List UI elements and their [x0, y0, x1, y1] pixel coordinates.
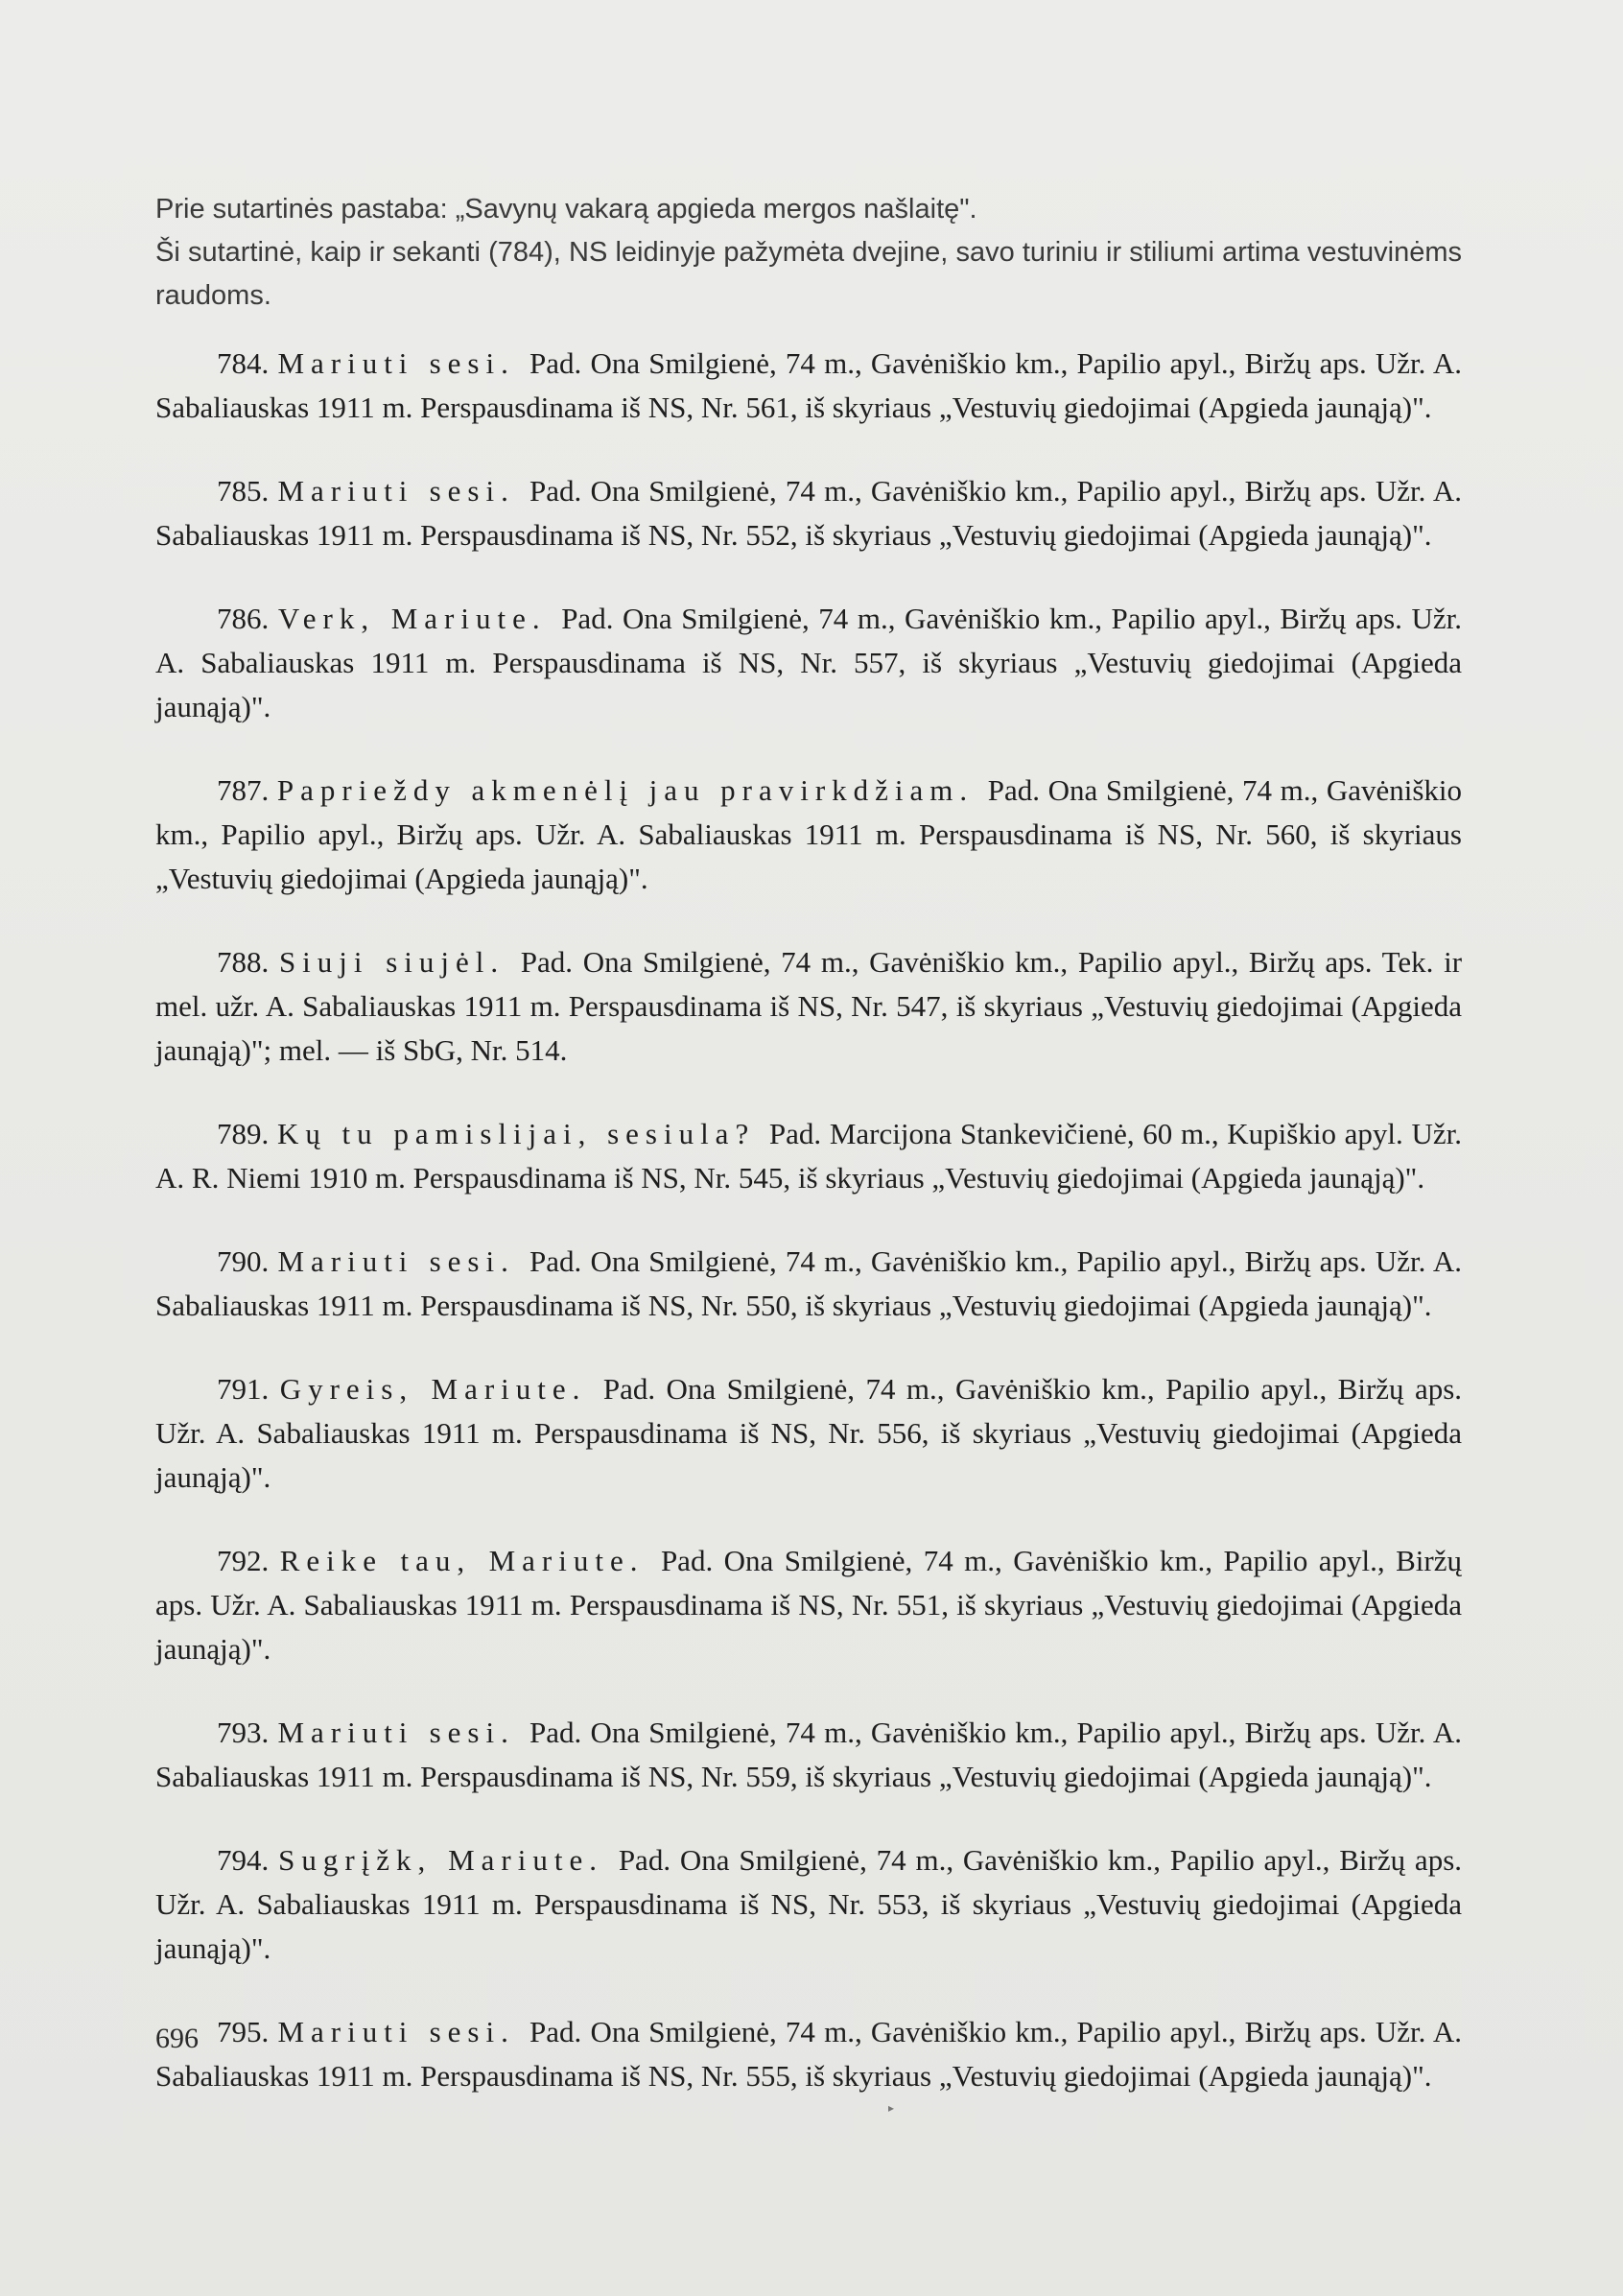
- entry-body: Pad. Ona Smilgienė, 74 m., Gavėniškio km., Papilio apyl., Biržų aps. Užr. A. Sabaliauskas 1911 m. Perspausdinama iš NS, Nr. 550, iš skyriaus „Vestuvių giedojimai (Apgieda jaunąją)".: [155, 1244, 1463, 1322]
- entry-791: [155, 1367, 1462, 1500]
- entry-title: Gyreis, Mariute.: [279, 1372, 587, 1406]
- page-text: [155, 188, 1462, 2138]
- entry-title: Mariuti sesi.: [277, 1244, 515, 1278]
- entry-number: 784.: [217, 346, 270, 380]
- entry-number: 795.: [217, 2015, 270, 2048]
- entry-number: 785.: [217, 474, 270, 508]
- entry-number: 794.: [217, 1843, 270, 1877]
- entry-794: [155, 1838, 1462, 1971]
- entry-795: [155, 2010, 1462, 2098]
- entry-body: Pad. Ona Smilgienė, 74 m., Gavėniškio km., Papilio apyl., Biržų aps. Užr. A. Sabaliauskas 1911 m. Perspausdinama iš NS, Nr. 557, iš skyriaus „Vestuvių giedojimai (Apgieda jaunąją)".: [155, 602, 1463, 723]
- entry-number: 793.: [217, 1716, 270, 1749]
- entry-number: 792.: [217, 1544, 270, 1577]
- intro-line-1: Prie sutartinės pastaba: „Savynų vakarą apgieda mergos našlaitę".: [155, 194, 977, 225]
- entry-title: Siuji siujėl.: [278, 945, 506, 979]
- entry-788: [155, 940, 1462, 1073]
- entry-789: [155, 1112, 1462, 1200]
- entry-body: Pad. Marcijona Stankevičienė, 60 m., Kupiškio apyl. Užr. A. R. Niemi 1910 m. Perspausdinama iš NS, Nr. 545, iš skyriaus „Vestuvių giedojimai (Apgieda jaunąją)".: [155, 1117, 1463, 1195]
- entry-790: [155, 1240, 1462, 1328]
- entry-number: 787.: [217, 773, 270, 807]
- entry-title: Mariuti sesi.: [277, 2015, 515, 2048]
- entry-787: [155, 769, 1462, 901]
- entry-784: [155, 342, 1462, 430]
- entry-title: Verk, Mariute.: [277, 602, 547, 635]
- entry-title: Sugrįžk, Mariute.: [278, 1843, 603, 1877]
- intro-note: [155, 188, 1462, 318]
- entry-body: Pad. Ona Smilgienė, 74 m., Gavėniškio km., Papilio apyl., Biržų aps. Užr. A. Sabaliauskas 1911 m. Perspausdinama iš NS, Nr. 552, iš skyriaus „Vestuvių giedojimai (Apgieda jaunąją)".: [155, 474, 1463, 552]
- entry-body: Pad. Ona Smilgienė, 74 m., Gavėniškio km., Papilio apyl., Biržų aps. Užr. A. Sabaliauskas 1911 m. Perspausdinama iš NS, Nr. 553, iš skyriaus „Vestuvių giedojimai (Apgieda jaunąją)".: [155, 1843, 1463, 1965]
- page-number: 696: [155, 2023, 199, 2054]
- entry-title: Kų tu pamislijai, sesiula?: [276, 1117, 756, 1150]
- intro-line-2: Ši sutartinė, kaip ir sekanti (784), NS leidinyje pažymėta dvejine, savo turiniu ir stiliumi artima vestuvinėms raudoms.: [155, 237, 1462, 311]
- entry-793: [155, 1711, 1462, 1799]
- print-speck: ▸: [888, 2101, 895, 2115]
- entry-number: 789.: [217, 1117, 270, 1150]
- entry-792: [155, 1539, 1462, 1671]
- entry-785: [155, 469, 1462, 557]
- entry-number: 788.: [217, 945, 270, 979]
- entry-title: Reike tau, Mariute.: [279, 1544, 645, 1577]
- entry-title: Mariuti sesi.: [277, 1716, 515, 1749]
- entry-body: Pad. Ona Smilgienė, 74 m., Gavėniškio km., Papilio apyl., Biržų aps. Užr. A. Sabaliauskas 1911 m. Perspausdinama iš NS, Nr. 560, iš skyriaus „Vestuvių giedojimai (Apgieda jaunąją)".: [155, 773, 1463, 895]
- entry-786: [155, 597, 1462, 729]
- entry-body: Pad. Ona Smilgienė, 74 m., Gavėniškio km., Papilio apyl., Biržų aps. Užr. A. Sabaliauskas 1911 m. Perspausdinama iš NS, Nr. 556, iš skyriaus „Vestuvių giedojimai (Apgieda jaunąją)".: [155, 1372, 1463, 1494]
- entry-number: 786.: [217, 602, 270, 635]
- entry-number: 790.: [217, 1244, 270, 1278]
- entry-title: Mariuti sesi.: [277, 474, 515, 508]
- entry-number: 791.: [217, 1372, 270, 1406]
- entry-title: Mariuti sesi.: [277, 346, 515, 380]
- entry-body: Pad. Ona Smilgienė, 74 m., Gavėniškio km., Papilio apyl., Biržų aps. Tek. ir mel. užr. A. Sabaliauskas 1911 m. Perspausdinama iš NS, Nr. 547, iš skyriaus „Vestuvių giedojimai (Apgieda jaunąją)"; mel. — iš SbG, Nr. 514.: [155, 945, 1463, 1067]
- entry-body: Pad. Ona Smilgienė, 74 m., Gavėniškio km., Papilio apyl., Biržų aps. Užr. A. Sabaliauskas 1911 m. Perspausdinama iš NS, Nr. 559, iš skyriaus „Vestuvių giedojimai (Apgieda jaunąją)".: [155, 1716, 1463, 1793]
- entry-body: Pad. Ona Smilgienė, 74 m., Gavėniškio km., Papilio apyl., Biržų aps. Užr. A. Sabaliauskas 1911 m. Perspausdinama iš NS, Nr. 561, iš skyriaus „Vestuvių giedojimai (Apgieda jaunąją)".: [155, 346, 1463, 424]
- entry-body: Pad. Ona Smilgienė, 74 m., Gavėniškio km., Papilio apyl., Biržų aps. Užr. A. Sabaliauskas 1911 m. Perspausdinama iš NS, Nr. 551, iš skyriaus „Vestuvių giedojimai (Apgieda jaunąją)".: [155, 1544, 1462, 1666]
- entry-title: Paprieždy akmenėlį jau pravirkdžiam.: [276, 773, 975, 807]
- entry-body: Pad. Ona Smilgienė, 74 m., Gavėniškio km., Papilio apyl., Biržų aps. Užr. A. Sabaliauskas 1911 m. Perspausdinama iš NS, Nr. 555, iš skyriaus „Vestuvių giedojimai (Apgieda jaunąją)".: [155, 2015, 1463, 2093]
